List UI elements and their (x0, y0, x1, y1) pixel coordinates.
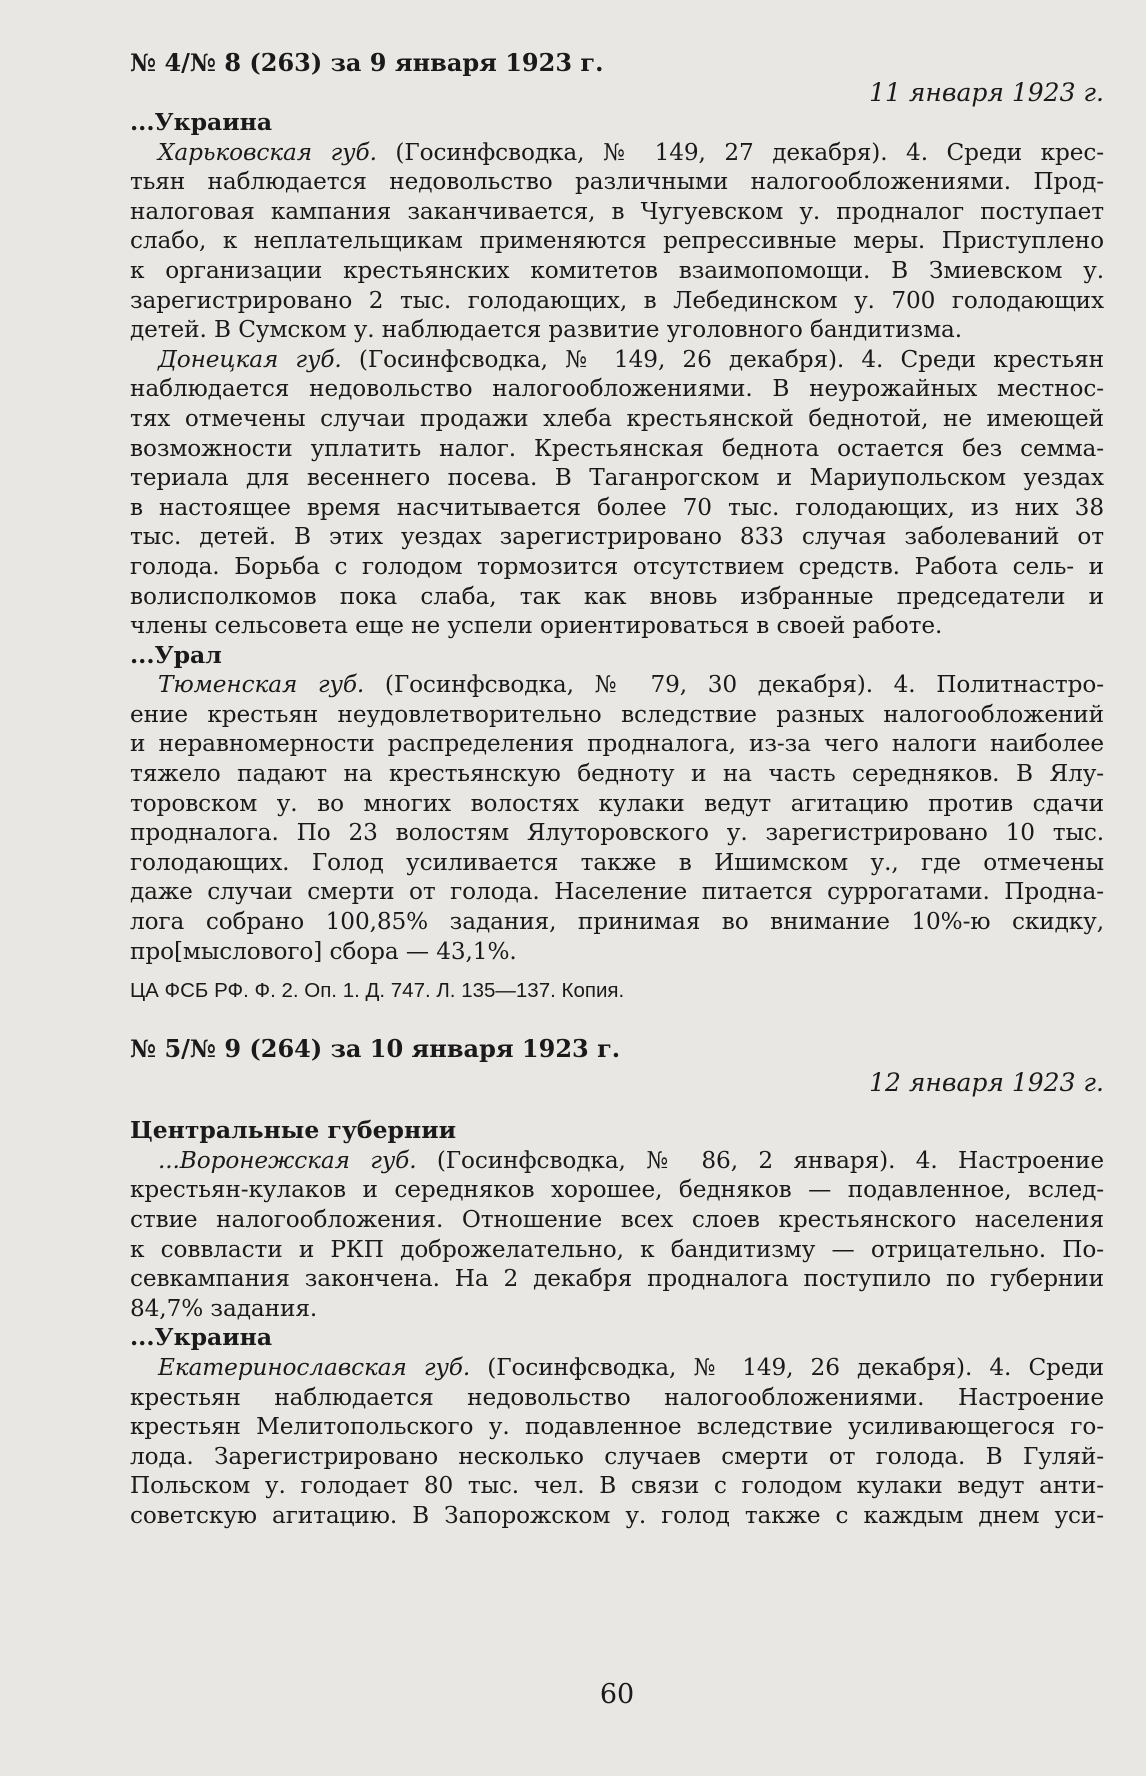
region-heading: ...Урал (130, 640, 222, 669)
paragraph-line: ение крестьян неудовлетворительно вследствие разных налогообложений (130, 700, 1104, 728)
paragraph-line: Тюменская губ. (Госинфсводка, № 79, 30 декабря). 4. Политнастро- (158, 671, 1104, 699)
paragraph-kharkov (130, 138, 1104, 345)
report-heading: № 4/№ 8 (263) за 9 января 1923 г. (130, 48, 604, 77)
paragraph-line: крестьян Мелитопольского у. подавленное вследствие усиливающегося го- (130, 1413, 1104, 1441)
paragraph-line: к организации крестьянских комитетов взаимопомощи. В Змиевском у. (130, 256, 1104, 284)
province-name: Донецкая губ. (158, 345, 342, 373)
paragraph-line: крестьян наблюдается недовольство налогообложениями. Настроение (130, 1383, 1104, 1411)
paragraph-line: торовском у. во многих волостях кулаки ведут агитацию против сдачи (130, 789, 1104, 817)
paragraph-line: тыс. детей. В этих уездах зарегистрировано 833 случая заболеваний от (130, 523, 1104, 551)
paragraph-line: члены сельсовета еще не успели ориентироваться в своей работе. (130, 612, 943, 640)
paragraph-line: Екатеринославская губ. (Госинфсводка, № 149, 26 декабря). 4. Среди (158, 1353, 1104, 1381)
province-name: Екатеринославская губ. (158, 1353, 471, 1381)
paragraph-voronezh (130, 1146, 1104, 1324)
paragraph-line: и неравномерности распределения продналога, из-за чего налоги наиболее (130, 730, 1104, 758)
province-name: Тюменская губ. (158, 671, 365, 699)
paragraph-line: лода. Зарегистрировано несколько случаев смерти от голода. В Гуляй- (130, 1442, 1104, 1470)
paragraph-line: советскую агитацию. В Запорожском у. голод также с каждым днем уси- (130, 1501, 1104, 1529)
paragraph-line: возможности уплатить налог. Крестьянская беднота остается без семма- (130, 434, 1104, 462)
paragraph-line: Харьковская губ. (Госинфсводка, № 149, 27 декабря). 4. Среди крес- (158, 138, 1104, 166)
region-heading: Центральные губернии (130, 1116, 457, 1145)
paragraph-line: тьян наблюдается недовольство различными налогообложениями. Прод- (130, 168, 1104, 196)
report-date: 11 января 1923 г. (869, 78, 1104, 107)
paragraph-line: зарегистрировано 2 тыс. голодающих, в Лебединском у. 700 голодающих (130, 286, 1104, 314)
paragraph-line: в настоящее время насчитывается более 70 тыс. голодающих, из них 38 (130, 493, 1104, 521)
province-name: ...Воронежская губ. (158, 1146, 417, 1174)
paragraph-line: продналога. По 23 волостям Ялуторовского у. зарегистрировано 10 тыс. (130, 819, 1104, 847)
region-heading: ...Украина (130, 108, 273, 136)
paragraph-line: волисполкомов пока слаба, так как вновь избранные председатели и (130, 582, 1104, 610)
page-number: 60 (599, 1679, 635, 1710)
paragraph-line: териала для весеннего посева. В Таганрогском и Мариупольском уездах (130, 464, 1104, 492)
paragraph-line: лога собрано 100,85% задания, принимая во внимание 10%-ю скидку, (130, 908, 1104, 936)
paragraph-line: ...Воронежская губ. (Госинфсводка, № 86, 2 января). 4. Настроение (158, 1146, 1104, 1174)
paragraph-tyumen (130, 670, 1104, 966)
paragraph-donetsk (130, 345, 1104, 641)
paragraph-line: про[мыслового] сбора — 43,1%. (130, 937, 517, 965)
report-date: 12 января 1923 г. (869, 1068, 1104, 1098)
paragraph-line: наблюдается недовольство налогообложениями. В неурожайных местнос- (130, 375, 1104, 403)
paragraph-line: налоговая кампания заканчивается, в Чугуевском у. продналог поступает (130, 197, 1104, 225)
paragraph-line: голодающих. Голод усиливается также в Ишимском у., где отмечены (130, 848, 1104, 876)
paragraph-line: тяжело падают на крестьянскую бедноту и на часть середняков. В Ялу- (130, 760, 1104, 788)
paragraph-line: даже случаи смерти от голода. Население питается суррогатами. Продна- (130, 878, 1104, 906)
paragraph-line: голода. Борьба с голодом тормозится отсутствием средств. Работа сель- и (130, 552, 1104, 580)
paragraph-line: ствие налогообложения. Отношение всех слоев крестьянского населения (130, 1206, 1104, 1233)
paragraph-line: 84,7% задания. (130, 1294, 318, 1322)
report-heading: № 5/№ 9 (264) за 10 января 1923 г. (130, 1034, 621, 1064)
archive-source: ЦА ФСБ РФ. Ф. 2. Оп. 1. Д. 747. Л. 135—137. Копия. (130, 979, 625, 1003)
paragraph-line: Польском у. голодает 80 тыс. чел. В связи с голодом кулаки ведут анти- (130, 1472, 1104, 1500)
paragraph-line: к соввласти и РКП доброжелательно, к бандитизму — отрицательно. По- (130, 1235, 1104, 1263)
paragraph-line: детей. В Сумском у. наблюдается развитие уголовного бандитизма. (130, 316, 963, 344)
paragraph-line: севкампания закончена. На 2 декабря продналога поступило по губернии (130, 1265, 1104, 1293)
paragraph-line: крестьян-кулаков и середняков хорошее, бедняков — подавленное, вслед- (130, 1176, 1104, 1204)
province-name: Харьковская губ. (158, 138, 377, 166)
region-heading: ...Украина (130, 1323, 273, 1352)
paragraph-line: слабо, к неплательщикам применяются репрессивные меры. Приступлено (130, 227, 1104, 255)
paragraph-line: Донецкая губ. (Госинфсводка, № 149, 26 декабря). 4. Среди крестьян (158, 345, 1105, 373)
paragraph-ekaterinoslav (130, 1353, 1104, 1531)
paragraph-line: тях отмечены случаи продажи хлеба крестьянской беднотой, не имеющей (130, 404, 1104, 432)
